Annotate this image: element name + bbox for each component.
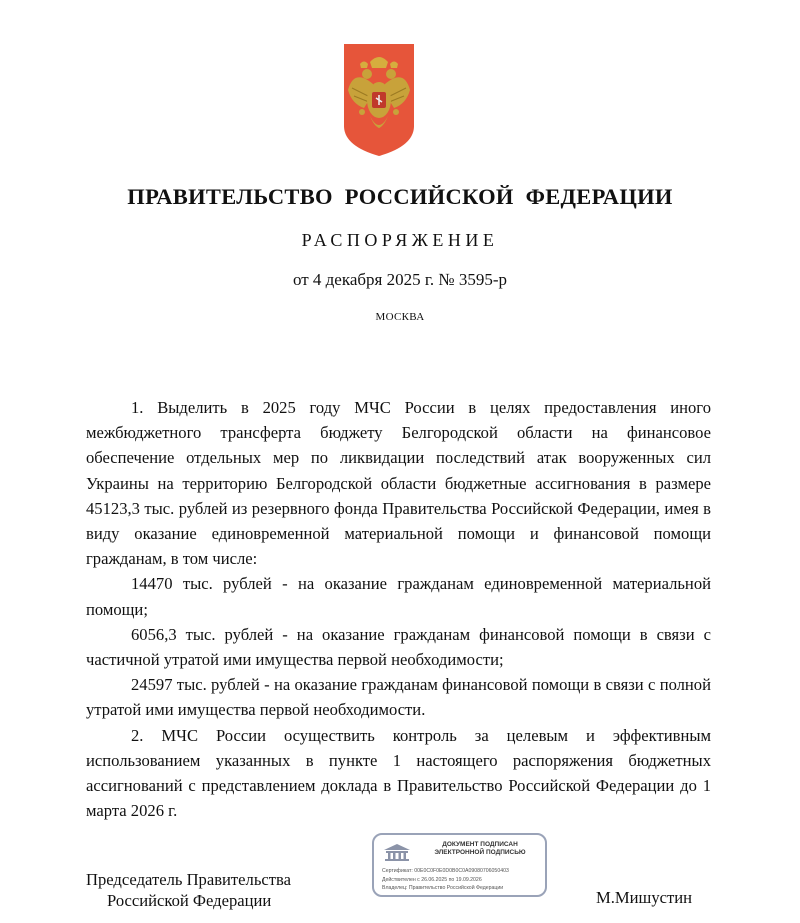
- city-label: МОСКВА: [375, 311, 425, 323]
- signatory-name: М.Мишустин: [596, 888, 692, 907]
- building-icon: [382, 842, 412, 862]
- document-type: РАСПОРЯЖЕНИЕ: [301, 230, 499, 250]
- government-title: ПРАВИТЕЛЬСТВО РОССИЙСКОЙ ФЕДЕРАЦИИ: [127, 184, 673, 209]
- signatory-position: [86, 869, 291, 911]
- paragraph-3: 6056,3 тыс. рублей - на оказание гражданам финансовой помощи в связи с частичной утратой ими имущества первой необходимости;: [86, 624, 711, 670]
- stamp-validity: Действителен с 26.06.2025 по 19.09.2026: [382, 877, 482, 883]
- paragraph-1: 1. Выделить в 2025 году МЧС России в целях предоставления иного межбюджетного трансферта бюджету Белгородской области на финансовое обеспечение отдельных мер по ликвидации последствий атак вооруженных сил Украины на территорию Белгородской области бюджетные ассигнования в размере 45123,3 тыс. рублей из резервного фонда Правительства Российской Федерации, имея в виду оказание единовременной материальной помощи и финансовой помощи гражданам, в том числе:: [86, 398, 711, 569]
- stamp-title: ДОКУМЕНТ ПОДПИСАН ЭЛЕКТРОННОЙ ПОДПИСЬЮ: [434, 841, 526, 856]
- position-line-2: Российской Федерации: [107, 891, 272, 910]
- paragraph-2: 14470 тыс. рублей - на оказание гражданам единовременной материальной помощи;: [86, 574, 711, 619]
- document-body: [86, 395, 711, 823]
- electronic-signature-stamp: [372, 833, 547, 897]
- coat-of-arms-emblem: [340, 42, 418, 158]
- document-date-number: от 4 декабря 2025 г. № 3595-р: [292, 270, 508, 289]
- stamp-owner: Владелец: Правительство Российской Федерации: [382, 885, 504, 891]
- stamp-certificate: Сертификат: 00E0C0F0E0D0B0C0A09080706050403: [382, 868, 509, 874]
- position-line-1: Председатель Правительства: [86, 870, 291, 889]
- paragraph-5: 2. МЧС России осуществить контроль за целевым и эффективным использованием указанных в пункте 1 настоящего распоряжения бюджетных ассигнований с представлением доклада в Правительство Российской Федерации до 1 марта 2026 г.: [86, 725, 711, 821]
- paragraph-4: 24597 тыс. рублей - на оказание гражданам финансовой помощи в связи с полной утратой ими имущества первой необходимости.: [86, 675, 711, 720]
